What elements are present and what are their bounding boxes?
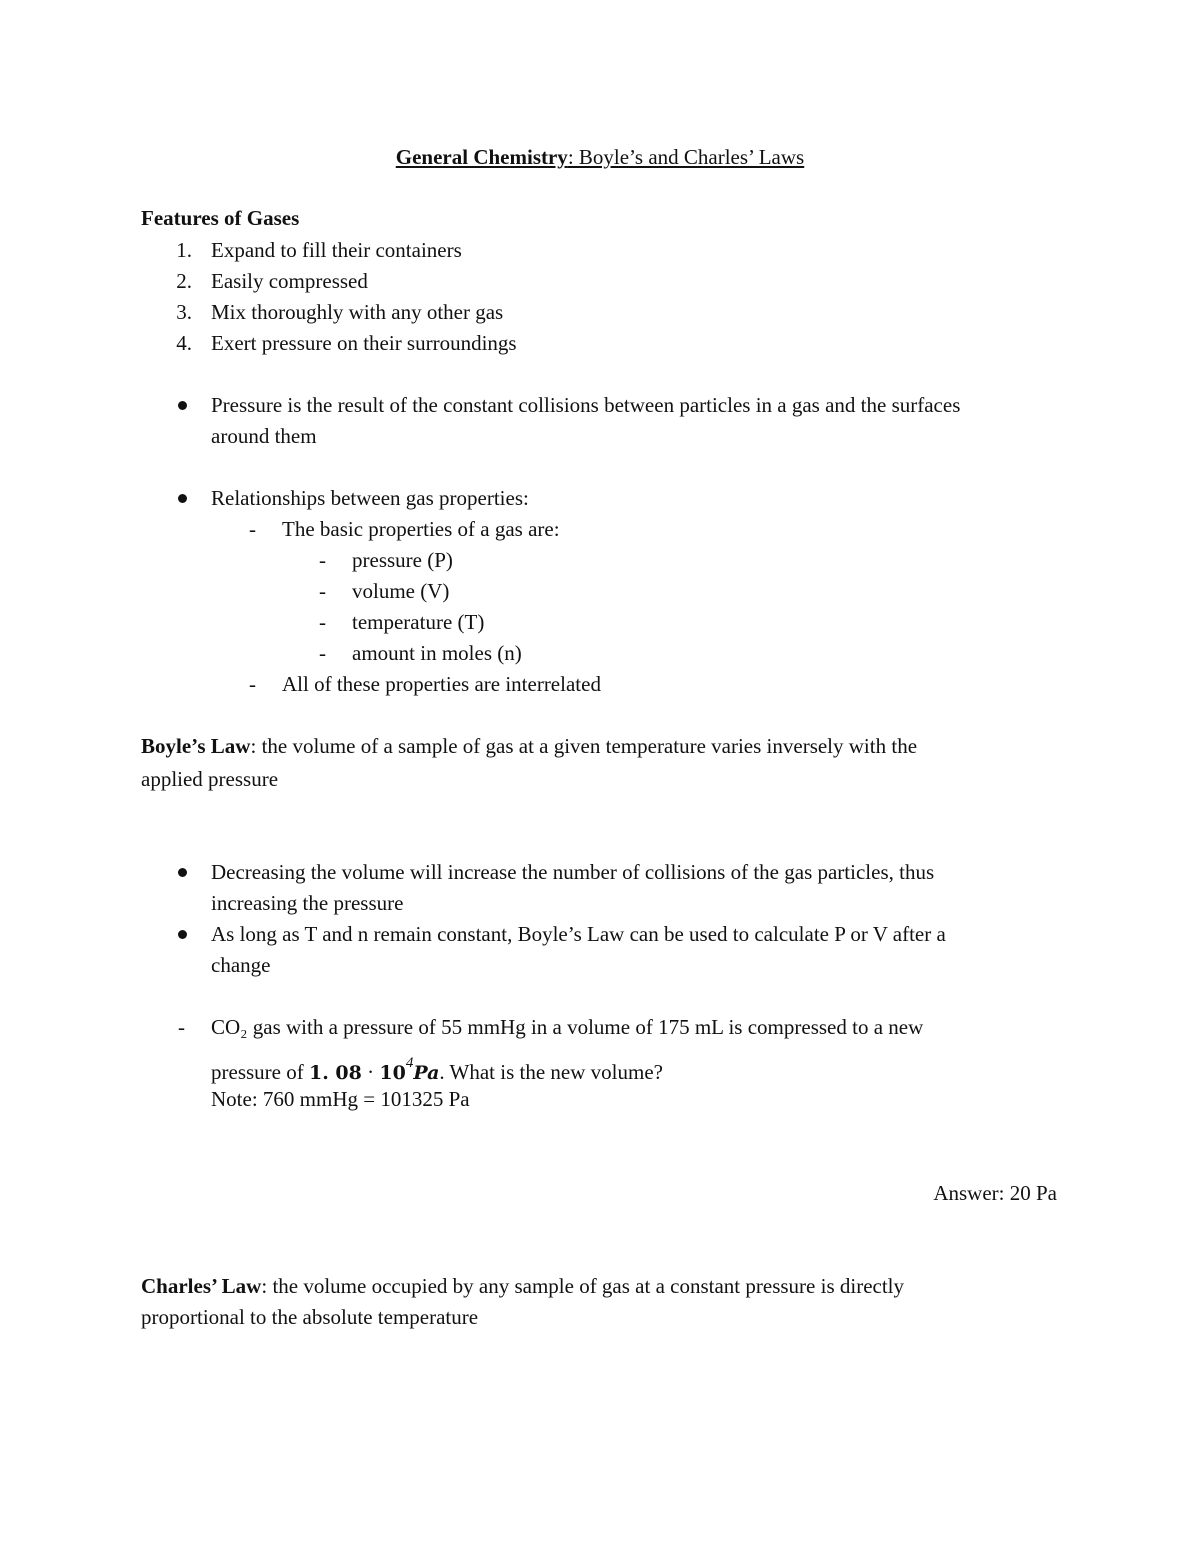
list-number: 2. <box>176 269 192 293</box>
problem-text: CO₂ gas with a pressure of 55 mmHg in a volume of 175 mL is compressed to a new <box>211 1015 924 1039</box>
dash-icon: - <box>319 610 326 634</box>
bullet-icon <box>178 868 187 877</box>
boyle-term: Boyle’s Law <box>141 734 251 758</box>
math-base: 10 <box>379 1062 406 1084</box>
sublist-item: All of these properties are interrelated <box>282 672 601 696</box>
dash-icon: - <box>319 548 326 572</box>
sublist-item: volume (V) <box>352 579 450 603</box>
bullet-text: Pressure is the result of the constant collisions between particles in a gas and the surfaces <box>211 393 961 417</box>
math-coefficient: 1. 08 <box>308 1062 362 1084</box>
list-item: Easily compressed <box>211 269 368 293</box>
bullet-text: As long as T and n remain constant, Boyle’s Law can be used to calculate P or V after a <box>211 922 946 946</box>
bullet-text-continued: increasing the pressure <box>211 891 404 915</box>
dash-icon: - <box>249 517 256 541</box>
bullet-icon <box>178 401 187 410</box>
bullet-text: Decreasing the volume will increase the number of collisions of the gas particles, thus <box>211 860 935 884</box>
dash-icon: - <box>319 579 326 603</box>
boyle-definition-continued: applied pressure <box>141 767 279 791</box>
bullet-text: Relationships between gas properties: <box>211 486 529 510</box>
charles-definition: Charles’ Law: the volume occupied by any sample of gas at a constant pressure is directly <box>141 1274 905 1298</box>
bullet-icon <box>178 930 187 939</box>
list-number: 4. <box>176 331 192 355</box>
sublist-item: amount in moles (n) <box>352 641 522 665</box>
boyle-definition: Boyle’s Law: the volume of a sample of gas at a given temperature varies inversely with the <box>141 734 918 758</box>
features-heading: Features of Gases <box>141 206 300 230</box>
list-item: Exert pressure on their surroundings <box>211 331 517 355</box>
dash-icon: - <box>178 1015 185 1039</box>
math-dot: · <box>367 1060 375 1084</box>
list-item: Mix thoroughly with any other gas <box>211 300 504 324</box>
bullet-icon <box>178 494 187 503</box>
problem-note: Note: 760 mmHg = 101325 Pa <box>211 1087 470 1111</box>
bullet-text-continued: around them <box>211 424 317 448</box>
math-unit: Pa <box>413 1062 440 1084</box>
list-number: 3. <box>176 300 192 324</box>
list-item: Expand to fill their containers <box>211 238 462 262</box>
charles-term: Charles’ Law <box>141 1274 262 1298</box>
math-exponent: 4 <box>405 1055 414 1071</box>
answer-text: Answer: 20 Pa <box>933 1181 1057 1205</box>
problem-text-continued: pressure of 1. $08 \cdot 10^4Pa$. What is the new volume? <box>211 1055 663 1084</box>
dash-icon: - <box>319 641 326 665</box>
bullet-text-continued: change <box>211 953 271 977</box>
sublist-item: temperature (T) <box>352 610 485 634</box>
sublist-item: The basic properties of a gas are: <box>282 517 560 541</box>
list-number: 1. <box>176 238 192 262</box>
page-title: General Chemistry: Boyle’s and Charles’ Laws <box>395 145 805 169</box>
dash-icon: - <box>249 672 256 696</box>
charles-definition-continued: proportional to the absolute temperature <box>141 1305 479 1329</box>
sublist-item: pressure (P) <box>352 548 453 572</box>
